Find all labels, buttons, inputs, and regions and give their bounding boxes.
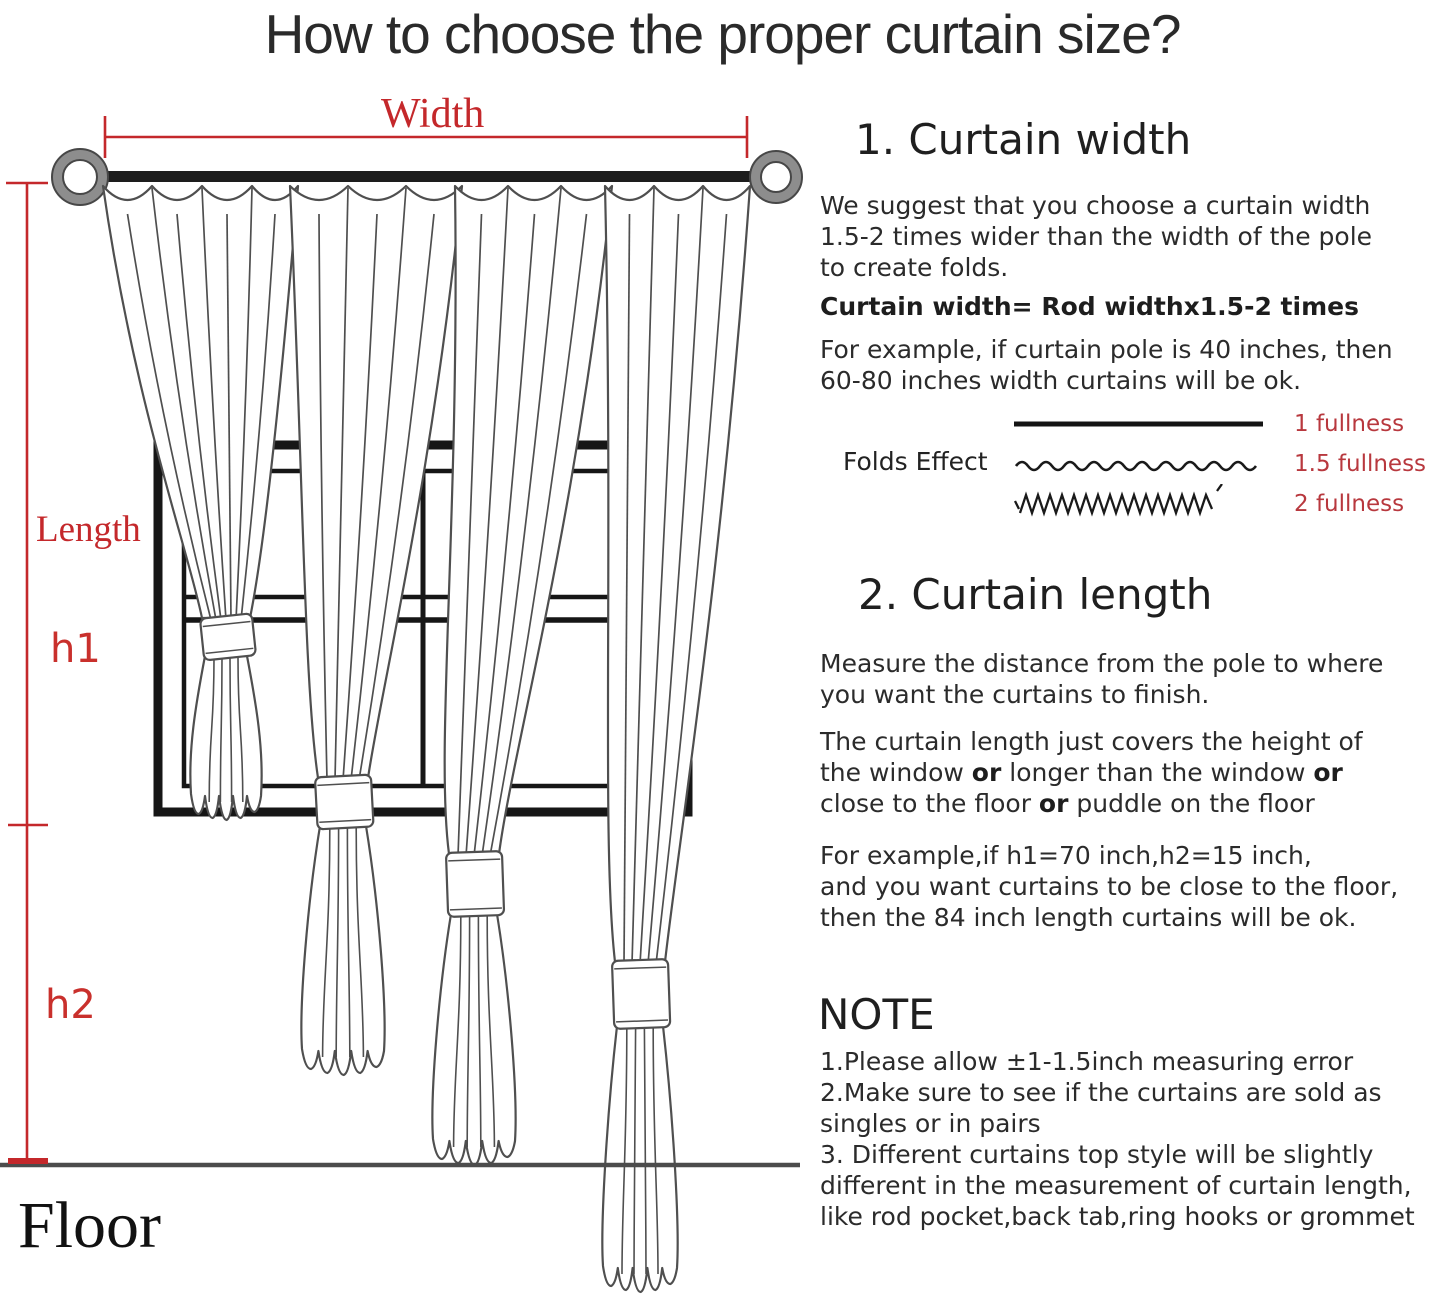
floor-label: Floor xyxy=(18,1189,162,1262)
text-line: close to the floor or puddle on the floor xyxy=(820,789,1315,818)
length-example-paragraph xyxy=(820,840,1398,933)
width-measure-label: Width xyxy=(381,91,485,137)
text-line: and you want curtains to be close to the floor, xyxy=(820,872,1399,901)
text-line: For example, if curtain pole is 40 inches, then xyxy=(820,335,1393,364)
note-line: 2.Make sure to see if the curtains are sold as xyxy=(820,1078,1382,1107)
text-line: 60-80 inches width curtains will be ok. xyxy=(820,366,1302,395)
section-heading-curtain-length: 2. Curtain length xyxy=(858,570,1213,619)
length-measure-label: Length xyxy=(36,509,141,550)
width-paragraph xyxy=(820,190,1372,283)
flat-line-icon xyxy=(1012,404,1268,444)
note-list xyxy=(820,1046,1415,1232)
page-title: How to choose the proper curtain size? xyxy=(264,3,1181,65)
note-line: 3. Different curtains top style will be slightly xyxy=(820,1140,1374,1169)
note-line: 1.Please allow ±1-1.5inch measuring error xyxy=(820,1047,1354,1076)
note-heading: NOTE xyxy=(818,990,935,1039)
length-paragraph-2 xyxy=(820,726,1363,819)
zigzag-line-icon xyxy=(1012,484,1268,524)
length-paragraph-1 xyxy=(820,648,1383,710)
h2-measure-label: h2 xyxy=(45,982,96,1028)
text-line: to create folds. xyxy=(820,253,1009,282)
text-line: then the 84 inch length curtains will be ok. xyxy=(820,903,1357,932)
text-line: Measure the distance from the pole to where xyxy=(820,649,1384,678)
folds-effect-label: Folds Effect xyxy=(843,447,988,476)
width-example-paragraph xyxy=(820,334,1393,396)
folds-effect-legend xyxy=(1012,404,1426,524)
text-line: you want the curtains to finish. xyxy=(820,680,1210,709)
text-line: The curtain length just covers the height of xyxy=(820,727,1363,756)
text-line: 1.5-2 times wider than the width of the pole xyxy=(820,222,1373,251)
fullness-row-2 xyxy=(1012,484,1426,524)
fullness-row-1-5 xyxy=(1012,444,1426,484)
text-line: the window or longer than the window or xyxy=(820,758,1343,787)
fullness-label: 2 fullness xyxy=(1294,491,1405,517)
note-line: different in the measurement of curtain length, xyxy=(820,1171,1412,1200)
fullness-label: 1 fullness xyxy=(1294,411,1405,437)
h1-measure-label: h1 xyxy=(50,626,101,672)
fullness-row-1 xyxy=(1012,404,1426,444)
small-wave-line-icon xyxy=(1012,444,1268,484)
note-line: singles or in pairs xyxy=(820,1109,1041,1138)
width-formula: Curtain width= Rod widthx1.5-2 times xyxy=(820,292,1359,321)
text-line: We suggest that you choose a curtain width xyxy=(820,191,1371,220)
fullness-label: 1.5 fullness xyxy=(1294,451,1427,477)
note-line: like rod pocket,back tab,ring hooks or grommet xyxy=(820,1202,1415,1231)
text-line: For example,if h1=70 inch,h2=15 inch, xyxy=(820,841,1312,870)
section-heading-curtain-width: 1. Curtain width xyxy=(855,115,1192,164)
